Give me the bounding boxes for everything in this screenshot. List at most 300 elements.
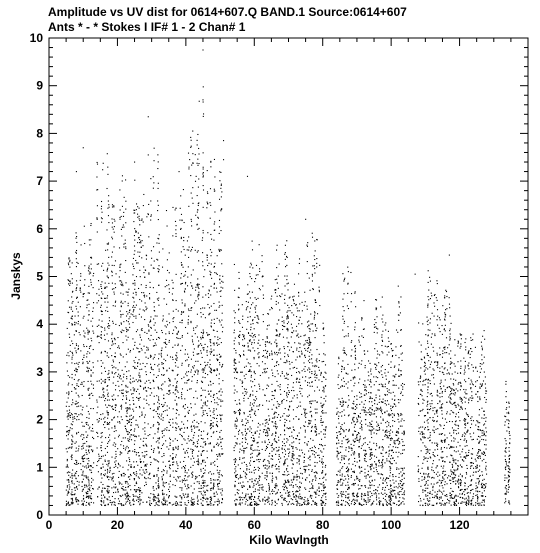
data-point <box>183 466 184 467</box>
data-point <box>196 461 197 462</box>
data-point <box>238 431 239 432</box>
data-point <box>127 434 128 435</box>
data-point <box>172 453 173 454</box>
data-point <box>222 438 223 439</box>
data-point <box>166 210 167 211</box>
data-point <box>166 482 167 483</box>
data-point <box>247 505 248 506</box>
data-point <box>115 343 116 344</box>
data-point <box>157 440 158 441</box>
data-point <box>72 419 73 420</box>
data-point <box>107 153 108 154</box>
data-point <box>129 479 130 480</box>
data-point <box>185 271 186 272</box>
data-point <box>157 168 158 169</box>
data-point <box>134 466 135 467</box>
data-point <box>194 365 195 366</box>
data-point <box>219 436 220 437</box>
data-point <box>112 321 113 322</box>
data-point <box>304 344 305 345</box>
data-point <box>209 313 210 314</box>
data-point <box>238 478 239 479</box>
data-point <box>103 270 104 271</box>
data-point <box>293 351 294 352</box>
data-point <box>143 472 144 473</box>
data-point <box>93 333 94 334</box>
data-point <box>119 471 120 472</box>
data-point <box>121 452 122 453</box>
data-point <box>149 322 150 323</box>
data-point <box>182 436 183 437</box>
data-point <box>183 495 184 496</box>
data-point <box>133 221 134 222</box>
data-point <box>105 351 106 352</box>
data-point <box>197 325 198 326</box>
data-point <box>316 239 317 240</box>
data-point <box>311 403 312 404</box>
data-point <box>194 427 195 428</box>
data-point <box>134 362 135 363</box>
data-point <box>309 352 310 353</box>
data-point <box>126 311 127 312</box>
data-point <box>176 417 177 418</box>
data-point <box>267 356 268 357</box>
data-point <box>134 254 135 255</box>
data-point <box>242 316 243 317</box>
data-point <box>235 466 236 467</box>
data-point <box>242 434 243 435</box>
data-point <box>238 297 239 298</box>
data-point <box>207 193 208 194</box>
data-point <box>251 502 252 503</box>
data-point <box>314 371 315 372</box>
data-point <box>280 358 281 359</box>
data-point <box>107 470 108 471</box>
data-point <box>178 397 179 398</box>
data-point <box>126 291 127 292</box>
data-point <box>167 504 168 505</box>
data-point <box>97 164 98 165</box>
data-point <box>216 273 217 274</box>
data-point <box>125 246 126 247</box>
data-point <box>175 470 176 471</box>
data-point <box>172 440 173 441</box>
data-point <box>272 443 273 444</box>
data-point <box>178 414 179 415</box>
data-point <box>172 427 173 428</box>
data-point <box>168 386 169 387</box>
data-point <box>144 457 145 458</box>
data-point <box>321 500 322 501</box>
data-point <box>282 371 283 372</box>
data-point <box>134 479 135 480</box>
data-point <box>157 498 158 499</box>
data-point <box>139 224 140 225</box>
data-point <box>163 359 164 360</box>
data-point <box>187 333 188 334</box>
data-point <box>251 407 252 408</box>
data-point <box>298 351 299 352</box>
data-point <box>309 328 310 329</box>
data-point <box>107 390 108 391</box>
data-point <box>261 488 262 489</box>
data-point <box>89 446 90 447</box>
data-point <box>119 217 120 218</box>
data-point <box>77 369 78 370</box>
data-point <box>315 497 316 498</box>
data-point <box>300 406 301 407</box>
data-point <box>252 395 253 396</box>
data-point <box>251 428 252 429</box>
data-point <box>140 276 141 277</box>
data-point <box>247 429 248 430</box>
data-point <box>98 471 99 472</box>
data-point <box>109 490 110 491</box>
data-point <box>184 275 185 276</box>
data-point <box>298 419 299 420</box>
data-point <box>207 434 208 435</box>
data-point <box>115 260 116 261</box>
data-point <box>314 272 315 273</box>
data-point <box>123 244 124 245</box>
data-point <box>293 441 294 442</box>
data-point <box>108 405 109 406</box>
data-point <box>177 440 178 441</box>
data-point <box>221 446 222 447</box>
data-point <box>123 330 124 331</box>
data-point <box>68 264 69 265</box>
data-point <box>221 191 222 192</box>
data-point <box>204 308 205 309</box>
data-point <box>210 423 211 424</box>
data-point <box>195 333 196 334</box>
data-point <box>76 262 77 263</box>
data-point <box>107 407 108 408</box>
data-point <box>109 379 110 380</box>
data-point <box>71 309 72 310</box>
data-point <box>259 461 260 462</box>
data-point <box>88 370 89 371</box>
data-point <box>307 396 308 397</box>
data-point <box>240 497 241 498</box>
data-point <box>182 220 183 221</box>
data-point <box>220 395 221 396</box>
data-point <box>99 420 100 421</box>
data-point <box>155 343 156 344</box>
data-point <box>129 310 130 311</box>
data-point <box>308 469 309 470</box>
data-point <box>176 428 177 429</box>
data-point <box>310 420 311 421</box>
data-point <box>244 457 245 458</box>
data-point <box>162 478 163 479</box>
data-point <box>128 305 129 306</box>
data-point <box>312 265 313 266</box>
data-point <box>182 302 183 303</box>
data-point <box>202 415 203 416</box>
data-point <box>136 461 137 462</box>
data-point <box>133 316 134 317</box>
data-point <box>255 411 256 412</box>
data-point <box>197 371 198 372</box>
data-point <box>268 409 269 410</box>
data-point <box>154 505 155 506</box>
data-point <box>66 505 67 506</box>
data-point <box>183 480 184 481</box>
data-point <box>163 474 164 475</box>
data-point <box>207 485 208 486</box>
data-point <box>71 307 72 308</box>
data-point <box>90 381 91 382</box>
data-point <box>300 343 301 344</box>
data-point <box>197 476 198 477</box>
data-point <box>93 388 94 389</box>
data-point <box>183 237 184 238</box>
data-point <box>322 422 323 423</box>
data-point <box>235 412 236 413</box>
data-point <box>83 455 84 456</box>
data-point <box>141 461 142 462</box>
data-point <box>74 483 75 484</box>
data-point <box>97 496 98 497</box>
data-point <box>98 300 99 301</box>
data-point <box>134 431 135 432</box>
data-point <box>213 412 214 413</box>
data-point <box>202 297 203 298</box>
data-point <box>257 363 258 364</box>
data-point <box>107 476 108 477</box>
data-point <box>307 340 308 341</box>
data-point <box>161 356 162 357</box>
data-point <box>254 371 255 372</box>
data-point <box>68 258 69 259</box>
data-point <box>205 390 206 391</box>
data-point <box>195 372 196 373</box>
data-point <box>234 472 235 473</box>
data-point <box>263 490 264 491</box>
data-point <box>66 504 67 505</box>
data-point <box>104 328 105 329</box>
data-point <box>296 505 297 506</box>
data-point <box>192 449 193 450</box>
data-point <box>287 310 288 311</box>
data-point <box>239 414 240 415</box>
data-point <box>222 276 223 277</box>
data-point <box>288 283 289 284</box>
data-point <box>133 283 134 284</box>
data-point <box>172 333 173 334</box>
data-point <box>101 266 102 267</box>
data-point <box>191 485 192 486</box>
data-point <box>78 315 79 316</box>
data-point <box>84 454 85 455</box>
data-point <box>166 304 167 305</box>
data-point <box>67 431 68 432</box>
data-point <box>119 247 120 248</box>
data-point <box>138 501 139 502</box>
data-point <box>128 349 129 350</box>
data-point <box>309 278 310 279</box>
data-point <box>251 478 252 479</box>
data-point <box>299 443 300 444</box>
data-point <box>165 402 166 403</box>
data-point <box>77 499 78 500</box>
data-point <box>188 308 189 309</box>
data-point <box>74 463 75 464</box>
data-point <box>217 472 218 473</box>
data-point <box>158 483 159 484</box>
data-point <box>197 382 198 383</box>
data-point <box>246 392 247 393</box>
data-point <box>67 352 68 353</box>
data-point <box>140 235 141 236</box>
data-point <box>281 495 282 496</box>
data-point <box>175 345 176 346</box>
data-point <box>129 503 130 504</box>
data-point <box>88 497 89 498</box>
data-point <box>255 308 256 309</box>
data-point <box>285 500 286 501</box>
data-point <box>162 248 163 249</box>
data-point <box>293 494 294 495</box>
data-point <box>321 373 322 374</box>
data-point <box>213 488 214 489</box>
data-point <box>181 435 182 436</box>
data-point <box>291 347 292 348</box>
data-point <box>221 474 222 475</box>
data-point <box>121 229 122 230</box>
data-point <box>195 361 196 362</box>
data-point <box>195 327 196 328</box>
data-point <box>276 267 277 268</box>
data-point <box>68 391 69 392</box>
data-point <box>276 361 277 362</box>
data-point <box>150 355 151 356</box>
data-point <box>282 441 283 442</box>
data-point <box>158 183 159 184</box>
data-point <box>87 458 88 459</box>
data-point <box>288 416 289 417</box>
data-point <box>138 380 139 381</box>
data-point <box>202 347 203 348</box>
data-point <box>133 411 134 412</box>
data-point <box>134 250 135 251</box>
data-point <box>75 368 76 369</box>
data-point <box>121 390 122 391</box>
data-point <box>139 491 140 492</box>
data-point <box>129 432 130 433</box>
data-point <box>302 370 303 371</box>
data-point <box>290 310 291 311</box>
data-point <box>284 419 285 420</box>
data-point <box>293 427 294 428</box>
data-point <box>214 288 215 289</box>
data-point <box>284 362 285 363</box>
data-point <box>314 454 315 455</box>
data-point <box>243 448 244 449</box>
data-point <box>149 497 150 498</box>
data-point <box>153 182 154 183</box>
data-point <box>305 376 306 377</box>
data-point <box>90 225 91 226</box>
data-point <box>71 340 72 341</box>
data-point <box>88 465 89 466</box>
data-point <box>236 428 237 429</box>
data-point <box>315 475 316 476</box>
data-point <box>176 396 177 397</box>
data-point <box>133 311 134 312</box>
data-point <box>109 377 110 378</box>
data-point <box>238 464 239 465</box>
data-point <box>259 271 260 272</box>
data-point <box>210 162 211 163</box>
data-point <box>195 371 196 372</box>
data-point <box>267 502 268 503</box>
data-point <box>156 488 157 489</box>
data-point <box>272 373 273 374</box>
data-point <box>220 456 221 457</box>
data-point <box>119 348 120 349</box>
data-point <box>305 431 306 432</box>
data-point <box>316 402 317 403</box>
data-point <box>191 221 192 222</box>
data-point <box>123 321 124 322</box>
data-point <box>165 428 166 429</box>
data-point <box>205 410 206 411</box>
data-point <box>274 352 275 353</box>
data-point <box>158 501 159 502</box>
data-point <box>309 362 310 363</box>
data-point <box>204 367 205 368</box>
data-point <box>163 319 164 320</box>
data-point <box>183 438 184 439</box>
data-point <box>101 352 102 353</box>
data-point <box>253 487 254 488</box>
data-point <box>280 375 281 376</box>
data-point <box>72 502 73 503</box>
data-point <box>90 375 91 376</box>
data-point <box>136 473 137 474</box>
data-point <box>151 503 152 504</box>
data-point <box>271 458 272 459</box>
data-point <box>295 447 296 448</box>
data-point <box>276 441 277 442</box>
data-point <box>72 352 73 353</box>
data-point <box>121 475 122 476</box>
data-point <box>265 435 266 436</box>
data-point <box>257 427 258 428</box>
data-point <box>175 427 176 428</box>
data-point <box>235 505 236 506</box>
data-point <box>317 455 318 456</box>
data-point <box>213 397 214 398</box>
data-point <box>134 210 135 211</box>
data-point <box>129 419 130 420</box>
data-point <box>139 373 140 374</box>
data-point <box>186 480 187 481</box>
data-point <box>74 494 75 495</box>
data-point <box>127 493 128 494</box>
data-point <box>72 343 73 344</box>
data-point <box>119 362 120 363</box>
data-point <box>76 486 77 487</box>
data-point <box>165 410 166 411</box>
data-point <box>321 439 322 440</box>
data-point <box>250 263 251 264</box>
data-point <box>86 493 87 494</box>
data-point <box>259 480 260 481</box>
data-point <box>78 345 79 346</box>
